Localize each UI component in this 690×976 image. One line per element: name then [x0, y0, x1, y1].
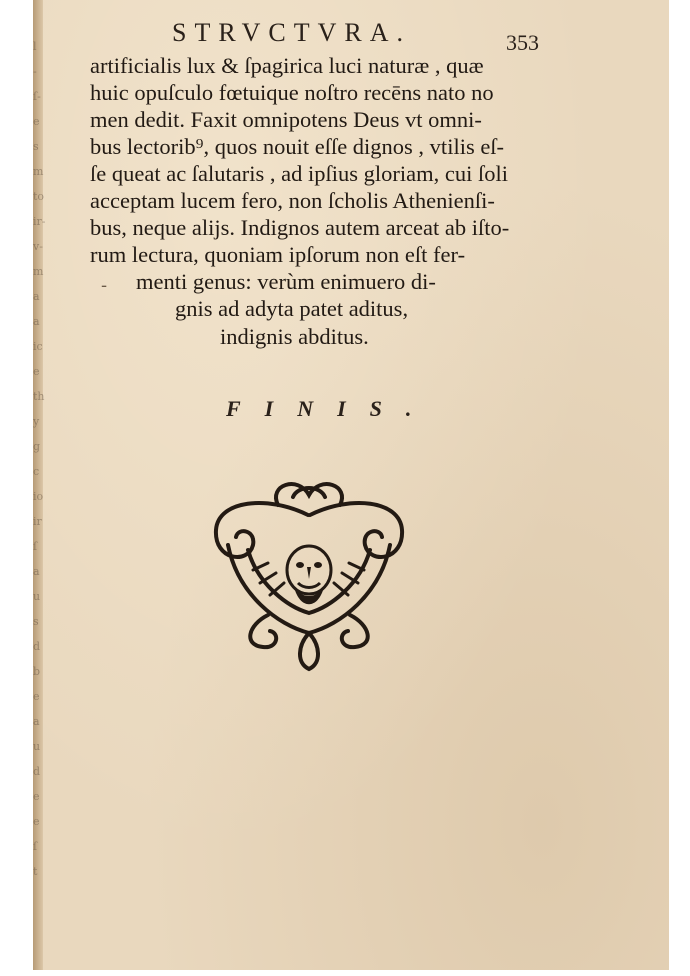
margin-fragment: u	[33, 740, 41, 753]
margin-fragment: e	[33, 790, 40, 803]
margin-fragment: a	[33, 290, 40, 303]
text-line: bus, neque alijs. Indignos autem arceat ab iſto-	[90, 215, 510, 240]
text-line: indignis abditus.	[220, 324, 369, 349]
margin-bleed	[33, 40, 47, 880]
finis-heading: FINIS.	[226, 396, 436, 421]
margin-fragment: ir-	[33, 215, 46, 228]
margin-fragment: b	[33, 665, 41, 678]
margin-fragment: y	[33, 415, 40, 428]
margin-fragment: u	[33, 590, 41, 603]
margin-fragment: io	[33, 490, 44, 503]
text-line: huic opuſculo fœtuique noſtro recēns nato no	[90, 80, 494, 105]
margin-fragment: m	[33, 165, 44, 178]
margin-fragment: c	[33, 465, 40, 478]
text-line: bus lectorib⁹, quos nouit eſſe dignos , vtilis eſ-	[90, 134, 505, 159]
margin-fragment: a	[33, 715, 40, 728]
margin-fragment: ſ	[33, 840, 38, 853]
grotesque-mask-ornament-icon	[208, 475, 410, 675]
margin-fragment: ic	[33, 340, 43, 353]
margin-fragment: e	[33, 115, 40, 128]
margin-fragment: e	[33, 815, 40, 828]
margin-fragment: t	[33, 865, 38, 878]
margin-fragment: to	[33, 190, 45, 203]
margin-fragment: d	[33, 765, 41, 778]
margin-fragment: a	[33, 565, 40, 578]
margin-fragment: ſ-	[33, 90, 41, 103]
margin-fragment: l	[33, 40, 37, 53]
text-line: artificialis lux & ſpagirica luci naturæ , quæ	[90, 53, 484, 78]
margin-fragment: e	[33, 690, 40, 703]
margin-fragment: th	[33, 390, 45, 403]
text-line: rum lectura, quoniam ipſorum non eſt fer-	[90, 242, 466, 267]
margin-fragment: v-	[33, 240, 43, 253]
stray-mark: -	[101, 275, 108, 296]
margin-fragment: ſ	[33, 540, 38, 553]
margin-fragment: m	[33, 265, 44, 278]
page-number: 353	[506, 30, 539, 55]
text-line: men dedit. Faxit omnipotens Deus vt omni-	[90, 107, 482, 132]
margin-fragment: ir	[33, 515, 42, 528]
text-line: acceptam lucem fero, non ſcholis Athenienſi-	[90, 188, 495, 213]
margin-fragment: -	[33, 65, 37, 78]
margin-fragment: s	[33, 140, 39, 153]
text-line: ſe queat ac ſalutaris , ad ipſius gloriam, cui ſoli	[90, 161, 509, 186]
margin-fragment: s	[33, 615, 39, 628]
margin-fragment: d	[33, 640, 41, 653]
margin-fragment: e	[33, 365, 40, 378]
margin-fragment: a	[33, 315, 40, 328]
margin-fragment: g	[33, 440, 41, 453]
text-line: gnis ad adyta patet aditus,	[175, 296, 409, 321]
text-line: menti genus: verùm enimuero di-	[136, 269, 436, 294]
running-head: STRVCTVRA.	[172, 18, 411, 47]
